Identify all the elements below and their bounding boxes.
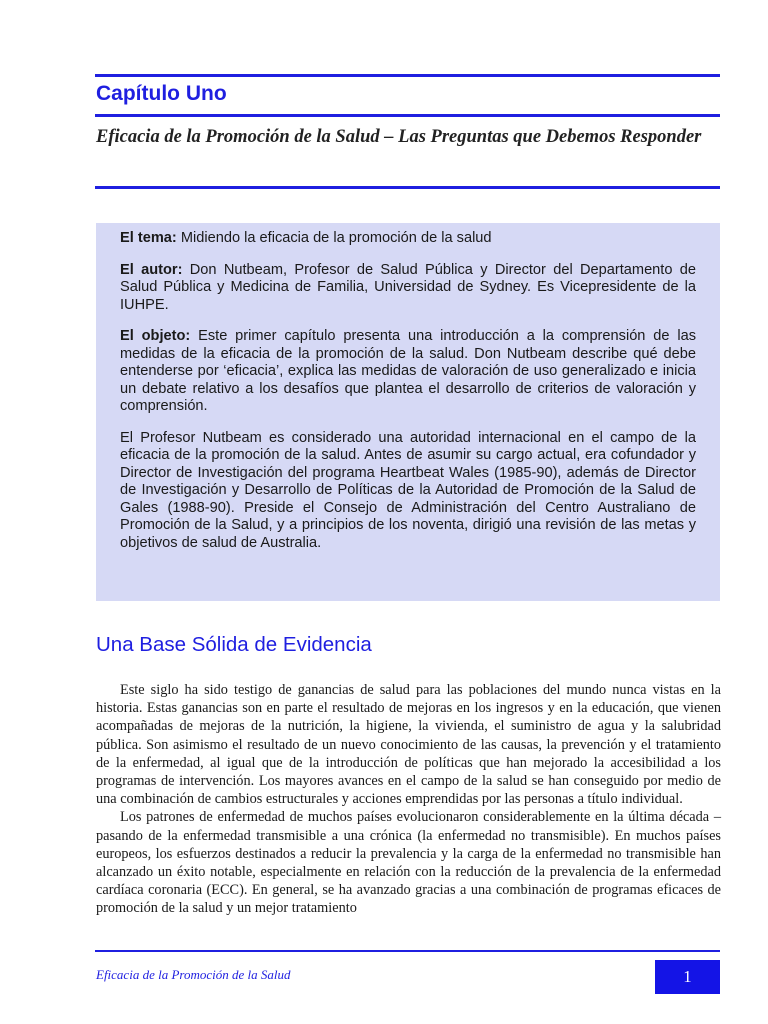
objeto-label: El objeto: bbox=[120, 328, 191, 344]
tema-label: El tema: bbox=[120, 230, 177, 246]
section-heading: Una Base Sólida de Evidencia bbox=[96, 633, 372, 656]
subtitle-rule bbox=[95, 186, 720, 189]
objeto-text: Este primer capítulo presenta una introducción a la comprensión de las medidas de la eficacia de la promoción de la salud. Don Nutbeam describe qué debe entenderse por ‘eficacia’, explica las medidas de valoración de uso generalizado e inicia un debate relativo a los desafíos que plantea el desarrollo de criterios de valoración y comprensión. bbox=[120, 328, 697, 414]
summary-autor bbox=[120, 262, 696, 315]
footer-rule bbox=[95, 950, 720, 952]
body-text bbox=[96, 681, 721, 918]
body-paragraph: Los patrones de enfermedad de muchos países evolucionaron considerablemente en la última década – pasando de la enfermedad transmisible a una crónica (la enfermedad no transmisible). En muchos países europeos, los esfuerzos destinados a reducir la prevalencia y la carga de la enfermedad no transmisible han alcanzado un éxito notable, especialmente en relación con la reducción de la prevalencia de la enfermedad cardíaca coronaria (ECC). En general, se ha avanzado gracias a una combinación de programas eficaces de promoción de la salud y un mejor tratamiento bbox=[96, 809, 721, 917]
summary-objeto bbox=[120, 328, 696, 416]
autor-label: El autor: bbox=[120, 261, 183, 278]
summary-box bbox=[96, 223, 720, 601]
chapter-subtitle: Eficacia de la Promoción de la Salud – Las Preguntas que Debemos Responder bbox=[96, 127, 702, 147]
autor-text: Don Nutbeam, Profesor de Salud Pública y Director del Departamento de Salud Pública y Medicina de Familia, Universidad de Sydney. Es Vicepresidente de la IUHPE. bbox=[120, 261, 697, 313]
top-rule bbox=[95, 74, 720, 77]
page-number: 1 bbox=[655, 960, 720, 994]
summary-bio: El Profesor Nutbeam es considerado una autoridad internacional en el campo de la eficacia de la promoción de la salud. Antes de asumir su cargo actual, era cofundador y Director de Investigación del programa Heartbeat Wales (1985-90), además de Director de Investigación y Desarrollo de Políticas de la Autoridad de Promoción de la Salud de Gales (1988-90). Preside el Consejo de Administración del Centro Australiano de Promoción de la Salud, y a principios de los noventa, dirigió una revisión de las metas y objetivos de salud de Australia. bbox=[120, 429, 696, 551]
chapter-title: Capítulo Uno bbox=[96, 82, 227, 105]
title-rule bbox=[95, 114, 720, 117]
tema-text: Midiendo la eficacia de la promoción de la salud bbox=[176, 230, 492, 246]
summary-tema bbox=[120, 230, 696, 248]
body-paragraph: Este siglo ha sido testigo de ganancias de salud para las poblaciones del mundo nunca vistas en la historia. Estas ganancias son en parte el resultado de mejoras en los ingresos y en la educación, que vienen acompañadas de mejoras de la nutrición, la higiene, la vivienda, el suministro de agua y la salubridad pública. Son asimismo el resultado de un nuevo conocimiento de las causas, la prevención y el tratamiento de la enfermedad, al igual que de la introducción de políticas que han mejorado la accesibilidad a los programas de intervención. Los mayores avances en el campo de la salud se han conseguido por medio de una combinación de cambios estructurales y acciones emprendidas por las personas a título individual. bbox=[96, 682, 721, 808]
footer-title: Eficacia de la Promoción de la Salud bbox=[96, 967, 291, 982]
